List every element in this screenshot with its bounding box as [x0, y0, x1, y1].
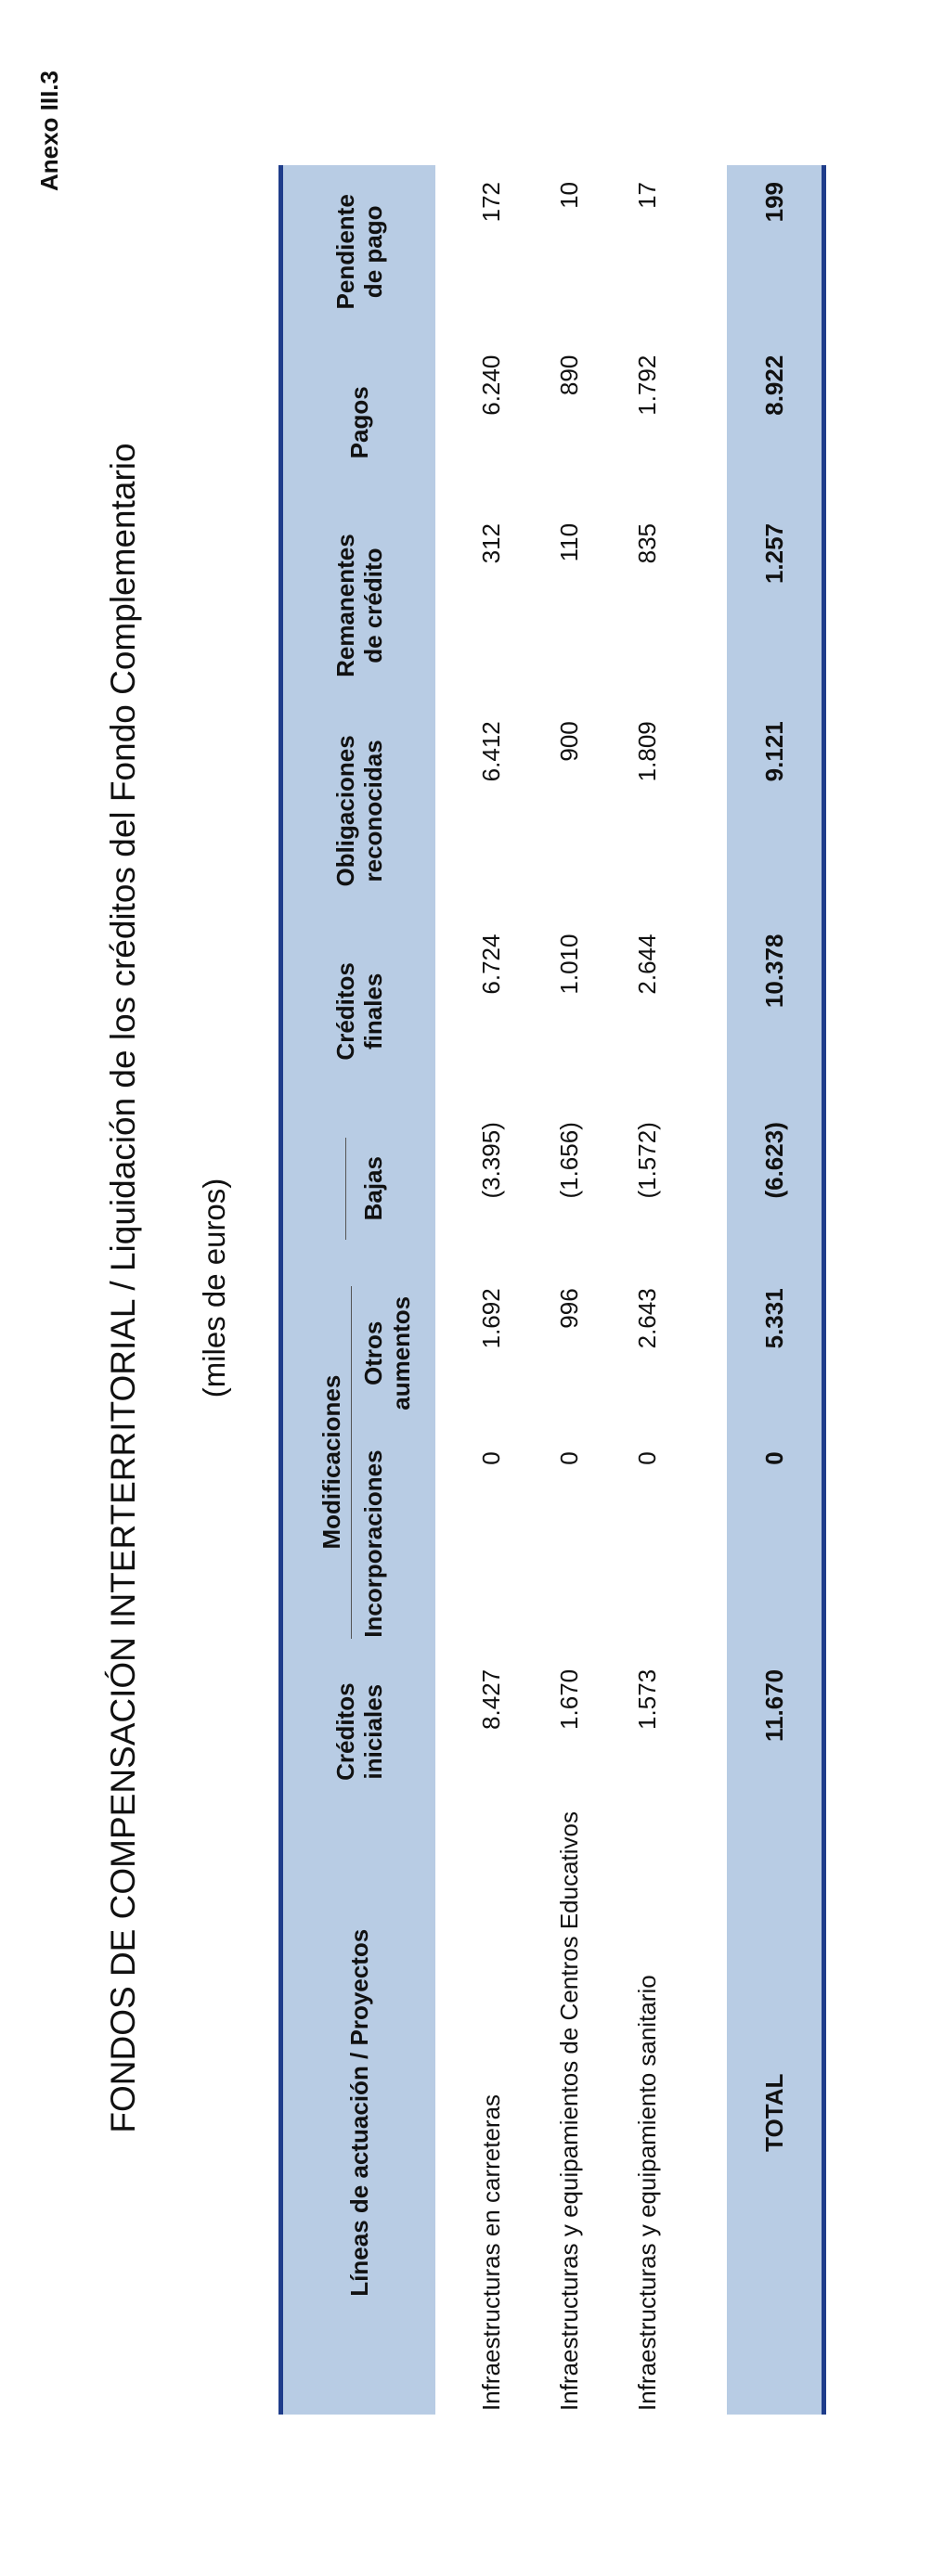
total-bajas: (6.623): [727, 1105, 824, 1271]
table-row: [608, 165, 686, 2415]
row-name: Infraestructuras y equipamiento sanitario: [632, 1975, 661, 2411]
cell-obligaciones: 1.809: [632, 721, 661, 782]
total-finales: 10.378: [727, 918, 824, 1106]
total-otros-aumentos: 5.331: [727, 1271, 824, 1435]
cell-pagos: 6.240: [476, 354, 505, 416]
row-name: Infraestructuras y equipamientos de Centros Educativos: [554, 1810, 583, 2411]
total-obligaciones: 9.121: [727, 704, 824, 917]
cell-incorporaciones: 0: [632, 1451, 661, 1465]
header-creditos-finales-line2: finales: [359, 972, 387, 1050]
header-creditos-finales-line1: Créditos: [331, 962, 359, 1061]
total-remanentes: 1.257: [727, 507, 824, 704]
cell-otros-aumentos: 2.643: [632, 1288, 661, 1349]
cell-bajas: (1.656): [554, 1122, 583, 1199]
spacer: [686, 165, 727, 2415]
header-pendiente-line2: de pago: [359, 205, 387, 299]
cell-remanentes: 110: [554, 522, 583, 562]
header-remanentes: [281, 507, 436, 704]
header-otros-aumentos-line1: Otros: [359, 1320, 387, 1385]
header-pendiente-line1: Pendiente: [331, 194, 359, 310]
header-bajas: Bajas: [352, 1105, 435, 1271]
total-row: [727, 165, 824, 2415]
total-label: TOTAL: [727, 1810, 824, 2415]
cell-obligaciones: 900: [554, 721, 583, 762]
cell-finales: 2.644: [632, 934, 661, 995]
cell-pendiente: 172: [476, 182, 505, 223]
cell-bajas: (3.395): [476, 1122, 505, 1199]
header-incorporaciones: Incorporaciones: [352, 1435, 435, 1653]
header-remanentes-line2: de crédito: [359, 547, 387, 663]
header-lineas: Líneas de actuación / Proyectos: [281, 1810, 436, 2415]
cell-pagos: 890: [554, 354, 583, 396]
header-rule: [345, 1138, 346, 1240]
table-row: [452, 165, 530, 2415]
header-pagos: Pagos: [281, 339, 436, 507]
cell-pendiente: 10: [554, 182, 583, 209]
header-remanentes-line1: Remanentes: [331, 534, 359, 677]
annex-label: Anexo III.3: [35, 71, 63, 192]
cell-obligaciones: 6.412: [476, 721, 505, 782]
header-modificaciones-label: Modificaciones: [317, 1286, 352, 1639]
row-name: Infraestructuras en carreteras: [476, 2093, 505, 2411]
cell-iniciales: 8.427: [476, 1668, 505, 1730]
header-otros-aumentos-line2: aumentos: [387, 1295, 415, 1410]
liquidation-table: [278, 165, 826, 2415]
header-bajas-rule: [281, 1105, 353, 1271]
page-subtitle: (miles de euros): [197, 1178, 231, 1398]
total-pagos: 8.922: [727, 339, 824, 507]
total-pendiente: 199: [727, 165, 824, 339]
table-header: [281, 165, 436, 2415]
header-creditos-finales: [281, 918, 436, 1106]
header-creditos-iniciales: [281, 1653, 436, 1811]
cell-incorporaciones: 0: [554, 1451, 583, 1465]
header-modificaciones: [281, 1271, 353, 1653]
cell-otros-aumentos: 996: [554, 1288, 583, 1329]
cell-pendiente: 17: [632, 182, 661, 209]
cell-finales: 6.724: [476, 934, 505, 995]
cell-iniciales: 1.573: [632, 1668, 661, 1730]
total-incorporaciones: 0: [727, 1435, 824, 1653]
cell-pagos: 1.792: [632, 354, 661, 416]
cell-otros-aumentos: 1.692: [476, 1288, 505, 1349]
header-obligaciones-line2: reconocidas: [359, 740, 387, 882]
cell-bajas: (1.572): [632, 1122, 661, 1199]
page-title: FONDOS DE COMPENSACIÓN INTERTERRITORIAL / Liquidación de los créditos del Fondo Complementario: [104, 443, 142, 2133]
header-obligaciones-line1: Obligaciones: [331, 735, 359, 887]
table-row: [530, 165, 608, 2415]
header-otros-aumentos: [352, 1271, 435, 1435]
header-creditos-iniciales-line2: iniciales: [359, 1683, 387, 1780]
cell-finales: 1.010: [554, 934, 583, 995]
header-creditos-iniciales-line1: Créditos: [331, 1682, 359, 1781]
header-pendiente: [281, 165, 436, 339]
header-obligaciones: [281, 704, 436, 917]
cell-remanentes: 312: [476, 522, 505, 564]
table-body: [435, 165, 824, 2415]
total-iniciales: 11.670: [727, 1653, 824, 1811]
cell-iniciales: 1.670: [554, 1668, 583, 1730]
cell-incorporaciones: 0: [476, 1451, 505, 1465]
spacer: [435, 165, 452, 2415]
cell-remanentes: 835: [632, 522, 661, 564]
